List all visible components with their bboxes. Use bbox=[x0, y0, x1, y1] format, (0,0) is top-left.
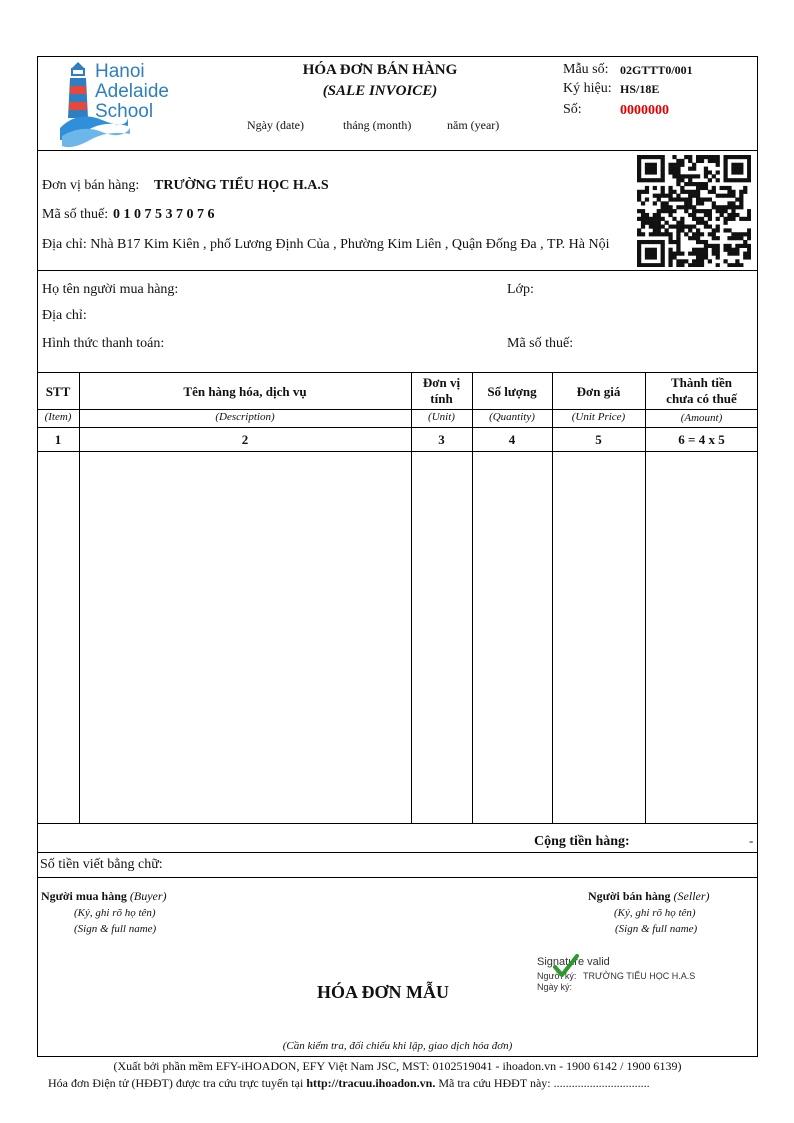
logo-line-2: Adelaide bbox=[95, 81, 169, 102]
th-unit-line1: Đơn vị bbox=[422, 375, 461, 390]
seller-address: Địa chỉ: Nhà B17 Kim Kiên , phố Lương Định Của , Phường Kim Liên , Quận Đống Đa , TP. Hà Nội bbox=[42, 237, 610, 252]
date-label: Ngày (date) bbox=[247, 118, 304, 132]
divider-buyer bbox=[37, 372, 758, 373]
seller-unit-label: Đơn vị bán hàng: bbox=[42, 178, 140, 193]
th-amount bbox=[645, 375, 758, 407]
th-quantity-num: 4 bbox=[508, 432, 516, 447]
signer-label: Người ký: bbox=[537, 971, 577, 981]
total-value: - bbox=[749, 833, 754, 848]
seller-tax-label: Mã số thuế: bbox=[42, 207, 109, 222]
sample-invoice-label: HÓA ĐƠN MẪU bbox=[317, 982, 449, 1002]
divider-total bbox=[37, 852, 758, 853]
logo-line-3: School bbox=[95, 101, 154, 122]
th-unit-price: Đơn giá bbox=[576, 384, 621, 399]
divider-table-num bbox=[37, 451, 758, 452]
seller-tax-value: 0 1 0 7 5 3 7 0 7 6 bbox=[113, 207, 215, 222]
signature-valid-label: Signature valid bbox=[537, 956, 610, 968]
buyer-signature bbox=[41, 889, 167, 904]
divider-words bbox=[37, 877, 758, 878]
th-description-num: 2 bbox=[241, 432, 249, 447]
divider-seller bbox=[37, 270, 758, 271]
th-amount-line1: Thành tiền bbox=[670, 375, 733, 390]
seller-sign-title: Người bán hàng bbox=[588, 889, 671, 903]
th-amount-en: (Amount) bbox=[680, 412, 723, 424]
th-unit bbox=[411, 375, 472, 407]
logo-line-1: Hanoi bbox=[95, 61, 145, 82]
buyer-sign-en: (Buyer) bbox=[129, 889, 167, 903]
divider-table-end bbox=[37, 823, 758, 824]
year-label: năm (year) bbox=[447, 118, 500, 132]
th-description: Tên hàng hóa, dịch vụ bbox=[183, 384, 307, 399]
symbol-value: HS/18E bbox=[620, 82, 660, 96]
footer-line-2 bbox=[48, 1076, 650, 1091]
qr-code[interactable] bbox=[637, 155, 751, 267]
invoice-number: 0000000 bbox=[620, 103, 669, 118]
number-label: Số: bbox=[563, 102, 582, 117]
invoice-title: HÓA ĐƠN BÁN HÀNG bbox=[302, 62, 458, 78]
symbol-label: Ký hiệu: bbox=[563, 81, 612, 96]
qr-code-icon bbox=[637, 155, 751, 267]
buyer-sign-title: Người mua hàng bbox=[41, 889, 127, 903]
buyer-tax-label: Mã số thuế: bbox=[507, 336, 574, 351]
th-stt: STT bbox=[45, 384, 71, 399]
seller-sign-en: (Seller) bbox=[673, 889, 710, 903]
buyer-class-label: Lớp: bbox=[507, 282, 534, 297]
check-note: (Cần kiểm tra, đối chiếu khi lập, giao dịch hóa đơn) bbox=[282, 1040, 513, 1052]
footer-lookup-link[interactable]: http://tracuu.ihoadon.vn. bbox=[306, 1076, 436, 1090]
th-stt-num: 1 bbox=[54, 432, 62, 447]
divider-table-en bbox=[37, 427, 758, 428]
month-label: tháng (month) bbox=[343, 118, 412, 132]
th-stt-en: (Item) bbox=[44, 411, 72, 423]
amount-in-words-label: Số tiền viết bằng chữ: bbox=[40, 857, 163, 872]
form-value: 02GTTT0/001 bbox=[620, 63, 693, 77]
footer-lookup-code: Mã tra cứu HĐĐT này: ................................ bbox=[438, 1076, 650, 1090]
signer-value: TRƯỜNG TIỂU HỌC H.A.S bbox=[583, 971, 696, 981]
th-unit-line2: tính bbox=[430, 391, 453, 406]
th-unit-num: 3 bbox=[438, 432, 445, 447]
seller-sign-hint-1: (Ký, ghi rõ họ tên) bbox=[614, 907, 696, 919]
sign-date-label: Ngày ký: bbox=[537, 982, 573, 992]
th-unit-en: (Unit) bbox=[428, 411, 455, 423]
footer-line-1: (Xuất bởi phần mềm EFY-iHOADON, EFY Việt Nam JSC, MST: 0102519041 - ihoadon.vn - 1900 6142 / 1900 6139) bbox=[113, 1059, 682, 1073]
total-label: Cộng tiền hàng: bbox=[534, 834, 630, 849]
buyer-address-label: Địa chỉ: bbox=[42, 308, 87, 323]
school-logo bbox=[58, 58, 178, 148]
th-quantity-en: (Quantity) bbox=[489, 411, 535, 423]
th-unit-price-num: 5 bbox=[595, 432, 602, 447]
divider-header bbox=[37, 150, 758, 151]
buyer-sign-hint-2: (Sign & full name) bbox=[74, 923, 157, 935]
seller-unit-value: TRƯỜNG TIỂU HỌC H.A.S bbox=[154, 178, 329, 193]
signature-check-icon bbox=[552, 952, 580, 980]
form-label: Mẫu số: bbox=[563, 62, 609, 77]
th-unit-price-en: (Unit Price) bbox=[571, 411, 626, 423]
invoice-subtitle: (SALE INVOICE) bbox=[322, 83, 438, 99]
divider-table-head bbox=[37, 409, 758, 410]
th-description-en: (Description) bbox=[215, 411, 275, 423]
seller-signature bbox=[588, 889, 710, 904]
buyer-name-label: Họ tên người mua hàng: bbox=[42, 282, 179, 297]
seller-sign-hint-2: (Sign & full name) bbox=[615, 923, 698, 935]
th-quantity: Số lượng bbox=[487, 384, 537, 399]
buyer-payment-label: Hình thức thanh toán: bbox=[42, 336, 165, 351]
buyer-sign-hint-1: (Ký, ghi rõ họ tên) bbox=[74, 907, 156, 919]
th-amount-line2: chưa có thuế bbox=[666, 391, 737, 406]
th-amount-num: 6 = 4 x 5 bbox=[678, 432, 725, 447]
footer-lookup-text: Hóa đơn Điện tử (HĐĐT) được tra cứu trực tuyến tại bbox=[48, 1076, 304, 1090]
